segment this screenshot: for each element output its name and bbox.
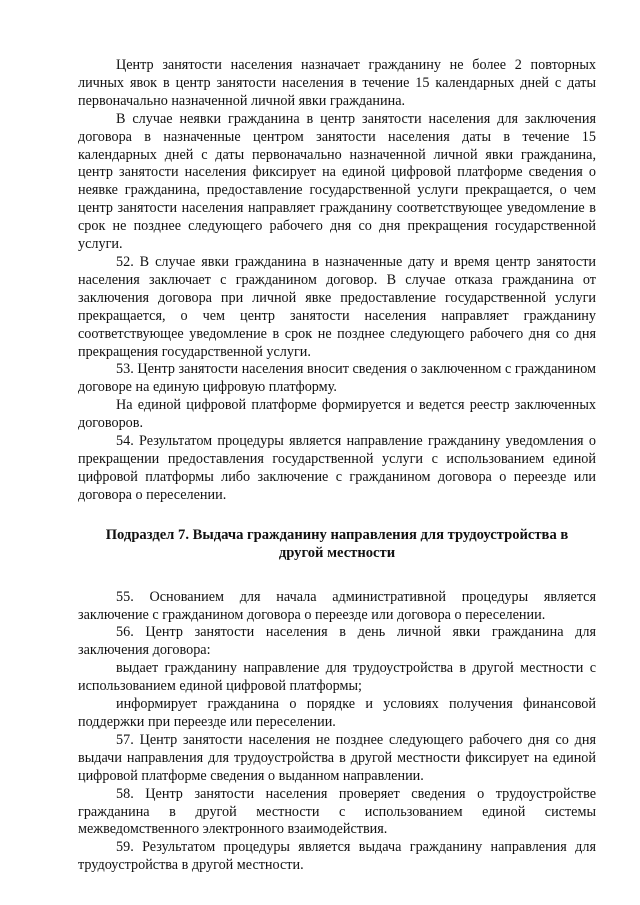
paragraph: На единой цифровой платформе формируется и ведется реестр заключенных договоров. xyxy=(78,397,596,432)
paragraph-52: 52. В случае явки гражданина в назначенные дату и время центр занятости населения заключает с гражданином договор. В случае отказа гражданина от заключения договора при личной явке предоставление государственной услуги прекращается, о чем центр занятости населения направляет гражданину соответствующее уведомление в срок не позднее следующего рабочего дня со дня прекращения государственной услуги. xyxy=(78,253,596,360)
document-body xyxy=(78,57,596,875)
paragraph-57: 57. Центр занятости населения не позднее следующего рабочего дня со дня выдачи направления для трудоустройства в другой местности фиксирует на единой цифровой платформе сведения о выданном направлении. xyxy=(78,731,596,784)
paragraph: В случае неявки гражданина в центр занятости населения для заключения договора в назначенные центром занятости населения даты в течение 15 календарных дней с даты первоначально назначенной личной явки гражданина, центр занятости населения фиксирует на единой цифровой платформе сведения о неявке гражданина, предоставление государственной услуги прекращается, о чем центр занятости населения направляет гражданину соответствующее уведомление в срок не позднее следующего рабочего дня со дня прекращения государственной услуги. xyxy=(78,110,596,253)
paragraph-54: 54. Результатом процедуры является направление гражданину уведомления о прекращении предоставления государственной услуги с использованием единой цифровой платформы либо заключение с гражданином договора о переезде или договора о переселении. xyxy=(78,433,596,503)
list-item: выдает гражданину направление для трудоустройства в другой местности с использованием единой цифровой платформы; xyxy=(78,660,596,695)
paragraph-59: 59. Результатом процедуры является выдача гражданину направления для трудоустройства в другой местности. xyxy=(78,839,596,874)
paragraph-53: 53. Центр занятости населения вносит сведения о заключенном с гражданином договоре на единую цифровую платформу. xyxy=(78,361,596,396)
paragraph: Центр занятости населения назначает гражданину не более 2 повторных личных явок в центр занятости населения в течение 15 календарных дней с даты первоначально назначенной личной явки гражданина. xyxy=(78,57,596,109)
section-heading: Подраздел 7. Выдача гражданину направления для трудоустройства в другой местности xyxy=(105,526,569,561)
paragraph-56: 56. Центр занятости населения в день личной явки гражданина для заключения договора: xyxy=(78,624,596,659)
paragraph-55: 55. Основанием для начала административной процедуры является заключение с гражданином договора о переезде или договора о переселении. xyxy=(78,588,596,623)
paragraph-58: 58. Центр занятости населения проверяет сведения о трудоустройстве гражданина в другой местности с использованием единой системы межведомственного электронного взаимодействия. xyxy=(78,785,596,838)
list-item: информирует гражданина о порядке и условиях получения финансовой поддержки при переезде или переселении. xyxy=(78,696,596,730)
